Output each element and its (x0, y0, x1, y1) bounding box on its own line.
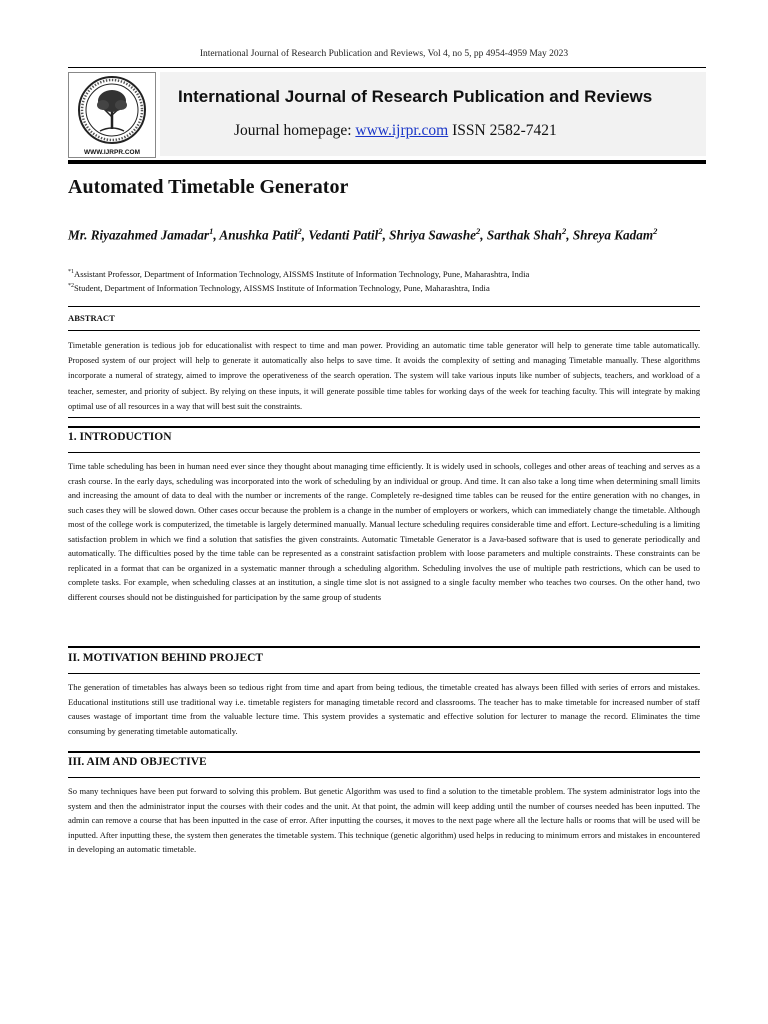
author-separator: , (566, 227, 573, 243)
author-separator: , (382, 227, 390, 243)
author-list (68, 222, 700, 244)
author-separator: , (213, 227, 220, 243)
affiliation-text: Student, Department of Information Technology, AISSMS Institute of Information Technology, Pune, Maharashtra, India (74, 283, 490, 293)
affiliation-marker: *2 (68, 283, 74, 290)
seal-icon (69, 73, 155, 149)
section-body-aim: So many techniques have been put forward to solving this problem. But genetic Algorithm was used to find a solution to the timetable problem. The system administrator logs into the system and then the administrator input the courses with their codes and the unit. At that point, the admin will keep adding until the number of courses needed has been inputted. The admin can remove a course that has been inputted in the case of error. After inputting the courses, it moves to the next page where all the lecture halls or rooms that will be used will be inputted. After inputting these, the system then generates the timetable system. This technique (genetic algorithm) used helps in reducing to minimum errors and mistakes in encountered in developing an automatic timetable. (68, 786, 700, 855)
author-affiliation-marker: 1 (209, 226, 214, 236)
affiliation-text: Assistant Professor, Department of Information Technology, AISSMS Institute of Information Technology, Pune, Maharashtra, India (74, 269, 530, 279)
author-name: Mr. Riyazahmed Jamadar (68, 227, 210, 243)
article-title: Automated Timetable Generator (68, 176, 349, 198)
issn: ISSN 2582-7421 (452, 122, 557, 139)
section-body-motivation: The generation of timetables has always been so tedious right from time and apart from being tedious, the timetable created has always been filled with series of errors and mistakes. Educational institutions still use traditional way i.e. timetable registers for managing timetable record and classrooms. The teacher has to make timetable for increased number of staff causes wastage of important time from the valuable lecture time. This system provides a systematic and effective solution for lecturer to manage the record. Eliminates the time consuming by generating timetable automatically. (68, 682, 700, 736)
affiliation-1 (68, 269, 708, 279)
journal-masthead (68, 70, 706, 158)
author-affiliation-marker: 2 (378, 226, 383, 236)
author-separator: , (301, 227, 309, 243)
section-rule (68, 673, 700, 674)
section-heading-aim: III. AIM AND OBJECTIVE (68, 756, 207, 768)
author-affiliation-marker: 2 (476, 226, 481, 236)
affiliation-2 (68, 283, 708, 293)
section-heading-introduction: 1. INTRODUCTION (68, 431, 172, 443)
abstract-rule-mid (68, 330, 700, 331)
author-name: Vedanti Patil (308, 227, 379, 243)
section-rule (68, 426, 700, 428)
author-name: Sarthak Shah (486, 227, 562, 243)
author-name: Anushka Patil (219, 227, 298, 243)
abstract-rule-bottom (68, 417, 700, 418)
running-head: International Journal of Research Publication and Reviews, Vol 4, no 5, pp 4954-4959 May 2023 (199, 49, 569, 59)
section-rule (68, 646, 700, 648)
header-rule (68, 67, 706, 68)
journal-logo (68, 72, 156, 158)
author-affiliation-marker: 2 (562, 226, 567, 236)
section-rule (68, 751, 700, 753)
journal-title: International Journal of Research Publication and Reviews (178, 87, 653, 106)
affiliation-marker: *1 (68, 269, 74, 276)
section-rule (68, 452, 700, 453)
logo-caption: WWW.IJRPR.COM (84, 149, 140, 156)
section-rule (68, 777, 700, 778)
abstract-text: Timetable generation is tedious job for educationalist with respect to time and man power. Providing an automatic time table generator will help to generate time table automatically. Proposed system of our project will help to generate it automatically also helps to save time. It avoids the complexity of setting and managing Timetable manually. These algorithms incorporate a numeral of strategy, aimed to improve the operativeness of the search operation. The system will take various inputs like number of subjects, teachers, and workload of a teacher, semester, and priority of subject. By relying on these inputs, it will generate possible time tables for working days of the week for teaching faculty. This will integrate by making optimal use of all resources in a way that will best suit the constraints. (68, 341, 700, 411)
author-name: Shreya Kadam (572, 227, 654, 243)
author-affiliation-marker: 2 (653, 226, 658, 236)
section-heading-motivation: II. MOTIVATION BEHIND PROJECT (68, 652, 264, 664)
abstract-label: ABSTRACT (68, 313, 115, 323)
journal-banner (160, 72, 706, 156)
abstract-rule-top (68, 306, 700, 307)
journal-homepage (234, 122, 557, 140)
section-body-introduction: Time table scheduling has been in human need ever since they thought about managing time efficiently. It is widely used in schools, colleges and other areas of teaching and serves as a crash course. In the early days, scheduling was incorporated into the work of scheduling by an individual or group. And time. It can also take a long time when determining small limits and increasing the amount of data to deal with the number or increments of the range. Completely re-designed time tables can be reused for the entire generation with no changes, in such cases they will be slowed down. Other cases occur because the problem is a change in the number of employers or workers, which can immediately change the timetable. Although most of the college work is computerized, the timetable is largely determined manually. Manual lecture scheduling requires considerable time and effort. Lecture-scheduling is a limiting satisfaction problem in which we find a solution that satisfies the given constraints. Automatic Timetable Generator is a Java-based software that is used to generate periodically and automatically. The difficulties posed by the time table can be represented as a constraint satisfaction problem with loose parameters and multiple constraints. These constraints can be replicated in a format that can be organized in a systematic manner through a scheduling algorithm. Scheduling involves the use of multiple path restrictions, which can be used to complete tasks. For example, when scheduling classes at an institution, a single time slot is not assigned to a single faculty member who teaches two courses. On the other hand, two different courses should not be distinguished for participation by the same group of students (68, 461, 700, 602)
author-affiliation-marker: 2 (297, 226, 302, 236)
masthead-rule (68, 160, 706, 164)
author-separator: , (480, 227, 487, 243)
homepage-label: Journal homepage: (234, 122, 352, 139)
author-name: Shriya Sawashe (389, 227, 477, 243)
homepage-link[interactable]: www.ijrpr.com (355, 122, 449, 139)
